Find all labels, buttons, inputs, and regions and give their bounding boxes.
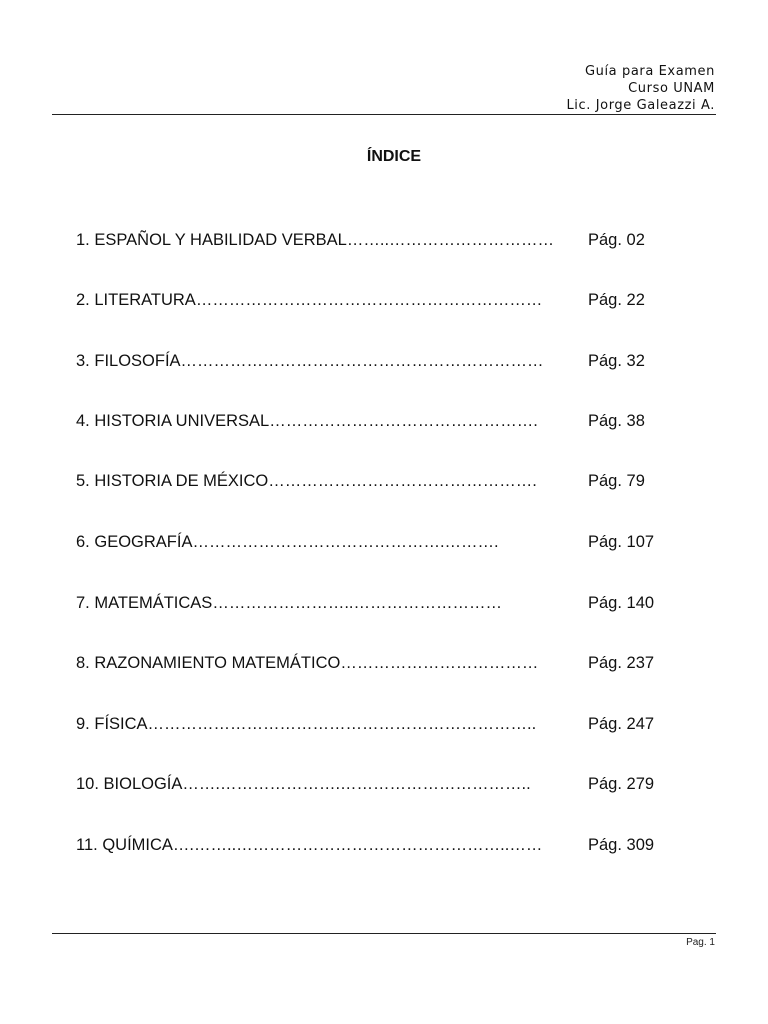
toc-entry [76, 408, 666, 434]
toc-entry [76, 771, 666, 797]
toc-entry [76, 711, 666, 737]
toc-entry-subject: RAZONAMIENTO MATEMÁTICO [94, 654, 341, 672]
toc-entry-subject: HISTORIA DE MÉXICO [94, 472, 269, 490]
toc-entry-number: 4. [76, 412, 90, 430]
toc-entry-leader: …………………………………………………………….. [147, 715, 537, 733]
toc-entry-subject: LITERATURA [94, 291, 196, 309]
toc-entry-subject: BIOLOGÍA [103, 775, 183, 793]
toc-entry-page: Pág. 79 [584, 468, 645, 494]
header-guide-title: Guía para Examen [584, 64, 715, 79]
header-rule [52, 114, 716, 115]
toc-entry-number: 2. [76, 291, 90, 309]
toc-entry-leader: ……………………………… [340, 654, 539, 672]
toc-entry [76, 348, 666, 374]
page-title: ÍNDICE [366, 148, 422, 165]
header-course: Curso UNAM [628, 81, 715, 96]
toc-entry-page: Pág. 309 [584, 832, 654, 858]
footer-rule [52, 933, 716, 934]
toc-entry-page: Pág. 279 [584, 771, 654, 797]
toc-entry [76, 287, 666, 313]
toc-entry-leader: ….……..…………………………………………..…… [172, 836, 543, 854]
toc-entry-subject: HISTORIA UNIVERSAL [94, 412, 270, 430]
toc-entry-subject: FÍSICA [94, 715, 148, 733]
toc-entry-subject: GEOGRAFÍA [94, 533, 193, 551]
toc-entry [76, 468, 666, 494]
toc-entry-leader: …….………………….…………………………….. [182, 775, 531, 793]
toc-entry-subject: MATEMÁTICAS [94, 594, 213, 612]
toc-entry [76, 650, 666, 676]
toc-entry-number: 5. [76, 472, 90, 490]
toc-entry [76, 529, 666, 555]
toc-entry-number: 11. [76, 836, 98, 854]
document-header [566, 63, 715, 114]
toc-entry-leader: ……………………..……………………… [212, 594, 502, 612]
toc-entry-number: 8. [76, 654, 90, 672]
toc-entry [76, 590, 666, 616]
toc-entry-page: Pág. 107 [584, 529, 654, 555]
toc-entry-leader: …………………………………………. [268, 472, 537, 490]
toc-entry-page: Pág. 02 [584, 227, 645, 253]
toc-entry-leader: ……………………………………….………. [192, 533, 499, 551]
toc-entry-page: Pág. 32 [584, 348, 645, 374]
toc-entry [76, 832, 666, 858]
footer-page-number: Pag. 1 [686, 937, 715, 948]
toc-entry-subject: FILOSOFÍA [94, 352, 181, 370]
toc-entry-leader: ……………………………………………………… [195, 291, 543, 309]
toc-entry-page: Pág. 237 [584, 650, 654, 676]
toc-entry [76, 227, 666, 253]
header-author: Lic. Jorge Galeazzi A. [566, 98, 715, 113]
toc-entry-page: Pág. 38 [584, 408, 645, 434]
toc-entry-subject: ESPAÑOL Y HABILIDAD VERBAL [94, 231, 347, 249]
toc-entry-number: 6. [76, 533, 90, 551]
toc-entry-number: 3. [76, 352, 90, 370]
toc-entry-leader: …………………………………………. [269, 412, 538, 430]
toc-entry-number: 9. [76, 715, 90, 733]
toc-entry-leader: ……..………………………… [346, 231, 555, 249]
toc-entry-subject: QUÍMICA [102, 836, 173, 854]
toc-entry-page: Pág. 140 [584, 590, 654, 616]
toc-entry-number: 10. [76, 775, 99, 793]
toc-entry-number: 7. [76, 594, 90, 612]
toc-entry-leader: ………………………………………………………… [180, 352, 544, 370]
toc-entry-number: 1. [76, 231, 90, 249]
toc-entry-page: Pág. 247 [584, 711, 654, 737]
toc-entry-page: Pág. 22 [584, 287, 645, 313]
